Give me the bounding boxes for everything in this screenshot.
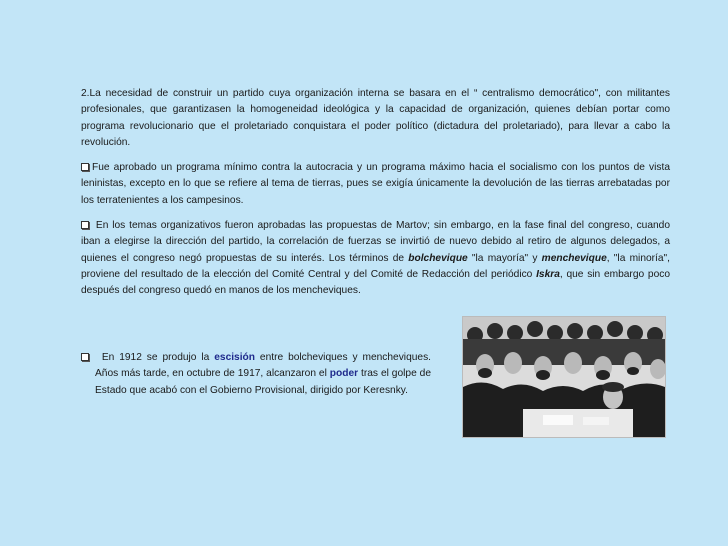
- term-iskra: Iskra: [536, 268, 560, 280]
- term-poder: poder: [329, 368, 359, 380]
- paragraph-text: Fue aprobado un programa mínimo contra la autocracia y un programa máximo hacia el socialismo con los puntos de vista leninistas, excepto en lo que se refiere al tema de tierras, pues se exigía únicamente la devolución de las tierras arrebatadas por los terratenientes a los campesinos.: [81, 162, 670, 206]
- term-bolchevique: bolchevique: [408, 252, 468, 264]
- checkbox-bullet-icon: [81, 221, 89, 229]
- paragraph-text: 2.La necesidad de construir un partido cuya organización interna se basara en el “ centralismo democrático", con militantes profesionales, que garantizasen la homogeneidad ideológica y la capacidad de organización, quienes debían portar como programa revolucionario que el proletariado conquistara el poder político (dictadura del proletariado), para llevar a cabo la revolución.: [81, 88, 670, 148]
- term-menchevique: menchevique: [541, 252, 607, 264]
- paragraph-text: , que sin embargo poco después del congreso quedó en manos de los mencheviques.: [81, 268, 670, 297]
- term-escision: escisión: [214, 352, 256, 363]
- paragraph-text: entre bolcheviques y mencheviques. Años más tarde, en octubre de 1917, alcanzaron el: [95, 352, 431, 380]
- paragraph-text: , "la minoría", proviene del resultado de la elección del Comité Central y del Comité de Redacción del periódico: [81, 252, 670, 280]
- checkbox-bullet-icon: [81, 163, 89, 171]
- checkbox-bullet-icon: [81, 353, 89, 361]
- paragraph-text: En 1912 se produjo la: [101, 352, 215, 363]
- paragraph-escision: [81, 350, 431, 399]
- paragraph-text: tras el golpe de Estado que acabó con el Gobierno Provisional, dirigido por Keresnky.: [95, 368, 431, 396]
- group-photo-icon: [462, 316, 666, 438]
- paragraph-organizativos: [81, 218, 670, 299]
- group-photo-svg: [463, 317, 665, 437]
- paragraph-text: En los temas organizativos fueron aprobadas las propuestas de Martov; sin embargo, en la fase final del congreso, cuando iban a elegirse la dirección del partido, la correlación de fuerzas se invirtió de nuevo debido al retiro de algunos delegados, a quienes el congreso negó propuestas de su interés. Los términos de: [81, 220, 670, 264]
- paragraph-centralismo: [81, 86, 670, 151]
- paragraph-text: "la mayoría" y: [467, 252, 542, 264]
- paragraph-programa: [81, 160, 670, 209]
